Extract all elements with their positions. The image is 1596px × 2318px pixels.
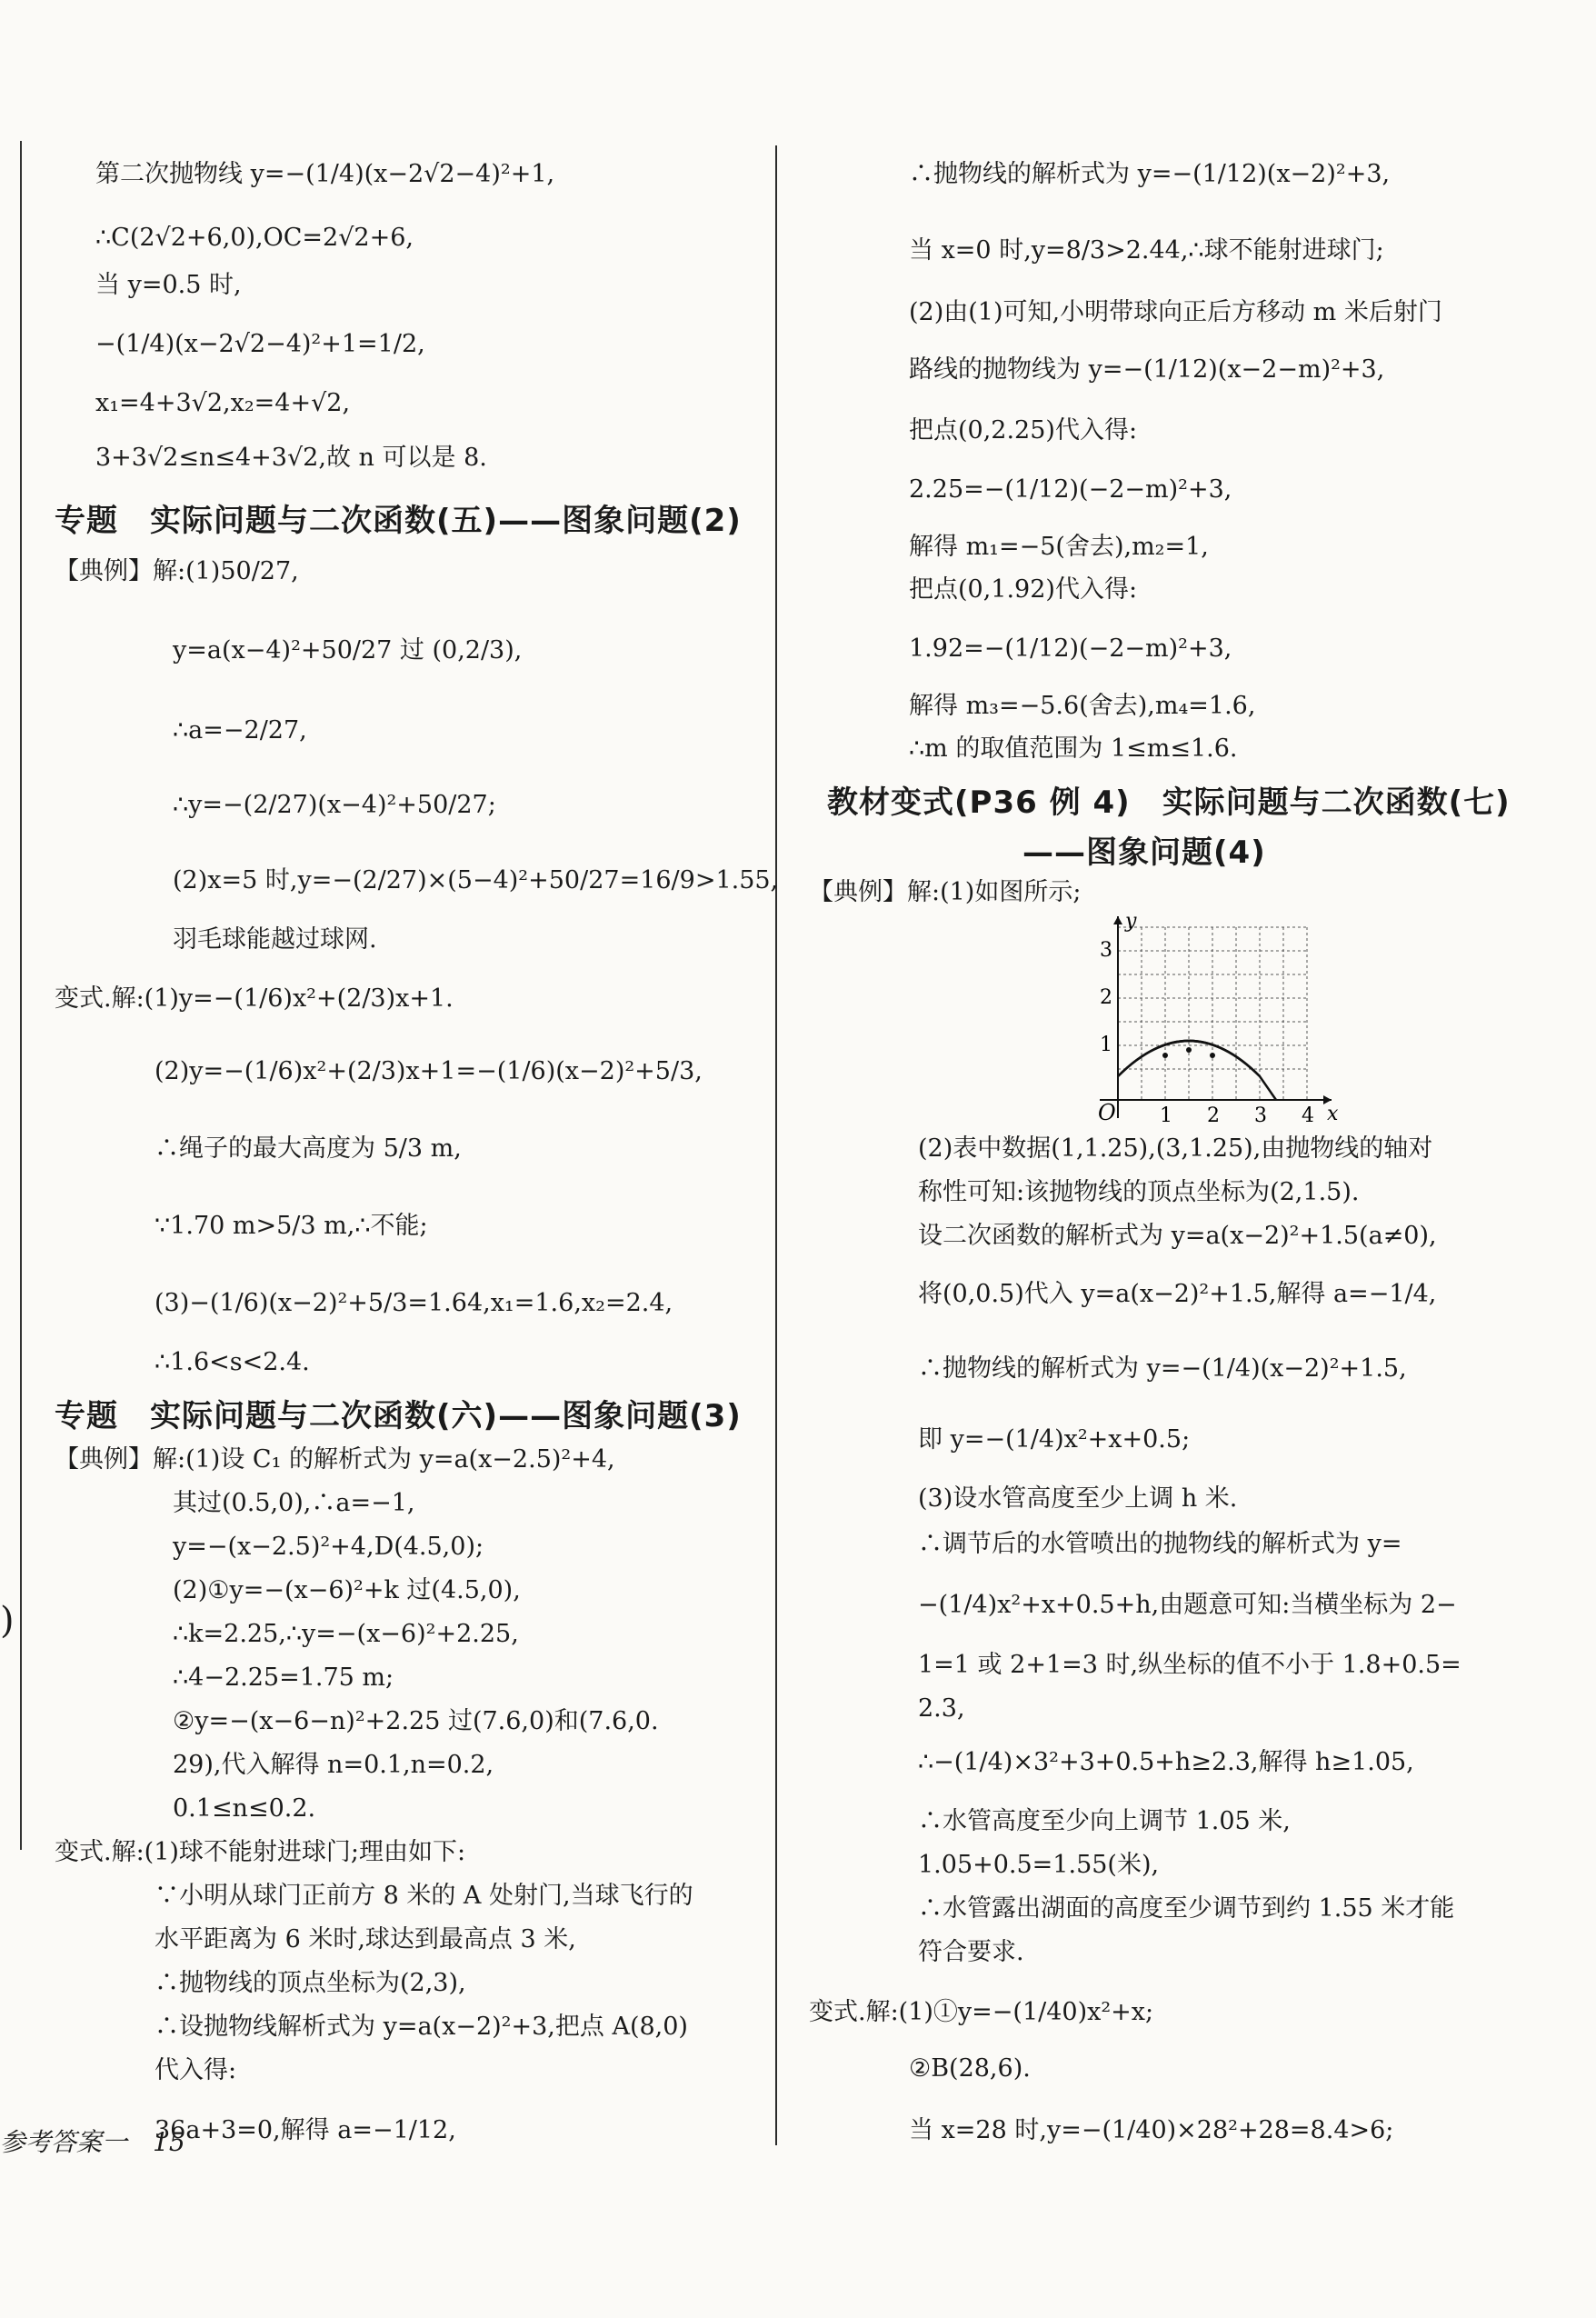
text-line: 2.3,: [918, 1694, 965, 1723]
text-line: y=a(x−4)²+50/27 过 (0,2/3),: [173, 636, 523, 664]
point-vertex: [1186, 1047, 1192, 1053]
text-line: 代入得:: [155, 2056, 237, 2084]
text-line: 把点(0,2.25)代入得:: [909, 416, 1138, 445]
text-line: ∴水管高度至少向上调节 1.05 米,: [918, 1807, 1291, 1835]
text-line: ∵1.70 m>5/3 m,∴不能;: [155, 1212, 428, 1240]
text-line: 0.1≤n≤0.2.: [173, 1794, 316, 1823]
x-tick-3: 3: [1254, 1104, 1267, 1127]
point-1-1.25: [1162, 1053, 1168, 1058]
x-tick-2: 2: [1207, 1104, 1220, 1127]
parabola-graph: [1082, 909, 1354, 1127]
binding-paren: ): [0, 1600, 15, 1642]
text-line: ②B(28,6).: [909, 2054, 1031, 2083]
page-footer: 参考答案一 15: [0, 2127, 185, 2157]
text-line: 【典例】解:(1)如图所示;: [809, 878, 1082, 906]
text-line: (2)由(1)可知,小明带球向正后方移动 m 米后射门: [909, 298, 1442, 326]
text-line: 将(0,0.5)代入 y=a(x−2)²+1.5,解得 a=−1/4,: [918, 1280, 1437, 1308]
section-heading: 专题 实际问题与二次函数(六)——图象问题(3): [55, 1398, 742, 1434]
text-line: 羽毛球能越过球网.: [173, 925, 377, 954]
text-line: 1.92=−(1/12)(−2−m)²+3,: [909, 634, 1232, 663]
y-axis-label: y: [1125, 910, 1137, 933]
text-line: 其过(0.5,0),∴a=−1,: [173, 1489, 415, 1517]
text-line: 2.25=−(1/12)(−2−m)²+3,: [909, 475, 1232, 504]
text-line: ∴设抛物线解析式为 y=a(x−2)²+3,把点 A(8,0): [155, 2013, 688, 2041]
text-line: ∴4−2.25=1.75 m;: [173, 1664, 394, 1692]
text-line: ∴水管露出湖面的高度至少调节到约 1.55 米才能: [918, 1894, 1455, 1923]
text-line: 【典例】解:(1)50/27,: [55, 557, 299, 585]
text-line: 第二次抛物线 y=−(1/4)(x−2√2−4)²+1,: [95, 160, 555, 188]
text-line: (2)y=−(1/6)x²+(2/3)x+1=−(1/6)(x−2)²+5/3,: [155, 1057, 703, 1085]
section-heading: 专题 实际问题与二次函数(五)——图象问题(2): [55, 503, 742, 539]
y-tick-2: 2: [1100, 986, 1112, 1009]
text-line: ∴绳子的最大高度为 5/3 m,: [155, 1134, 462, 1163]
text-line: ∴−(1/4)×3²+3+0.5+h≥2.3,解得 h≥1.05,: [918, 1748, 1414, 1776]
text-line: (2)①y=−(x−6)²+k 过(4.5,0),: [173, 1576, 521, 1604]
text-line: 【典例】解:(1)设 C₁ 的解析式为 y=a(x−2.5)²+4,: [55, 1445, 615, 1474]
text-line: (3)−(1/6)(x−2)²+5/3=1.64,x₁=1.6,x₂=2.4,: [155, 1289, 673, 1317]
text-line: ∴抛物线的解析式为 y=−(1/12)(x−2)²+3,: [909, 160, 1391, 188]
text-line: 符合要求.: [918, 1938, 1024, 1966]
text-line: 变式.解:(1)球不能射进球门;理由如下:: [55, 1838, 466, 1866]
y-axis-arrow-icon: [1113, 916, 1122, 924]
text-line: 当 x=28 时,y=−(1/40)×28²+28=8.4>6;: [909, 2116, 1394, 2144]
graph-grid: [1118, 927, 1307, 1100]
point-3-1.25: [1210, 1053, 1215, 1058]
text-line: −(1/4)x²+x+0.5+h,由题意可知:当横坐标为 2−: [918, 1591, 1457, 1619]
text-line: ∴a=−2/27,: [173, 716, 307, 744]
text-line: 3+3√2≤n≤4+3√2,故 n 可以是 8.: [95, 444, 487, 472]
text-line: ∴m 的取值范围为 1≤m≤1.6.: [909, 734, 1238, 763]
text-line: ∴1.6<s<2.4.: [155, 1348, 310, 1376]
text-line: ∴抛物线的顶点坐标为(2,3),: [155, 1969, 466, 1997]
text-line: (2)表中数据(1,1.25),(3,1.25),由抛物线的轴对: [918, 1134, 1433, 1163]
text-line: 把点(0,1.92)代入得:: [909, 575, 1138, 604]
text-line: ∴调节后的水管喷出的抛物线的解析式为 y=: [918, 1530, 1402, 1558]
page-edge-rule: [20, 141, 22, 1850]
text-line: 设二次函数的解析式为 y=a(x−2)²+1.5(a≠0),: [918, 1222, 1437, 1250]
text-line: ∴抛物线的解析式为 y=−(1/4)(x−2)²+1.5,: [918, 1354, 1407, 1383]
text-line: 路线的抛物线为 y=−(1/12)(x−2−m)²+3,: [909, 355, 1385, 384]
text-line: −(1/4)(x−2√2−4)²+1=1/2,: [95, 330, 425, 358]
text-line: (2)x=5 时,y=−(2/27)×(5−4)²+50/27=16/9>1.55,: [173, 866, 779, 894]
text-line: ∵小明从球门正前方 8 米的 A 处射门,当球飞行的: [155, 1882, 693, 1910]
text-line: 变式.解:(1)①y=−(1/40)x²+x;: [809, 1998, 1154, 2026]
text-line: x₁=4+3√2,x₂=4+√2,: [95, 389, 351, 417]
text-line: 称性可知:该抛物线的顶点坐标为(2,1.5).: [918, 1178, 1360, 1206]
text-line: 1=1 或 2+1=3 时,纵坐标的值不小于 1.8+0.5=: [918, 1651, 1461, 1679]
text-line: 解得 m₃=−5.6(舍去),m₄=1.6,: [909, 692, 1256, 720]
text-line: 变式.解:(1)y=−(1/6)x²+(2/3)x+1.: [55, 984, 454, 1013]
text-line: ∴C(2√2+6,0),OC=2√2+6,: [95, 224, 414, 252]
text-line: 当 y=0.5 时,: [95, 271, 242, 299]
x-axis-label: x: [1327, 1103, 1339, 1125]
text-line: (3)设水管高度至少上调 h 米.: [918, 1484, 1238, 1513]
origin-label: O: [1098, 1100, 1116, 1125]
section-heading: 教材变式(P36 例 4) 实际问题与二次函数(七): [827, 784, 1511, 821]
text-line: y=−(x−2.5)²+4,D(4.5,0);: [173, 1533, 484, 1561]
section-heading: ——图象问题(4): [1022, 834, 1266, 871]
text-line: 1.05+0.5=1.55(米),: [918, 1851, 1160, 1879]
text-line: 解得 m₁=−5(舍去),m₂=1,: [909, 533, 1209, 561]
text-line: ∴k=2.25,∴y=−(x−6)²+2.25,: [173, 1620, 519, 1648]
text-line: 当 x=0 时,y=8/3>2.44,∴球不能射进球门;: [909, 236, 1384, 265]
x-tick-1: 1: [1160, 1104, 1172, 1127]
text-line: 即 y=−(1/4)x²+x+0.5;: [918, 1425, 1191, 1454]
text-line: ∴y=−(2/27)(x−4)²+50/27;: [173, 791, 496, 819]
text-line: ②y=−(x−6−n)²+2.25 过(7.6,0)和(7.6,0.: [173, 1707, 659, 1735]
y-tick-3: 3: [1100, 939, 1112, 962]
text-line: 36a+3=0,解得 a=−1/12,: [155, 2116, 456, 2144]
column-divider: [775, 145, 777, 2145]
x-tick-4: 4: [1302, 1104, 1314, 1127]
y-tick-1: 1: [1100, 1034, 1112, 1056]
text-line: 29),代入解得 n=0.1,n=0.2,: [173, 1751, 494, 1779]
text-line: 水平距离为 6 米时,球达到最高点 3 米,: [155, 1925, 576, 1953]
